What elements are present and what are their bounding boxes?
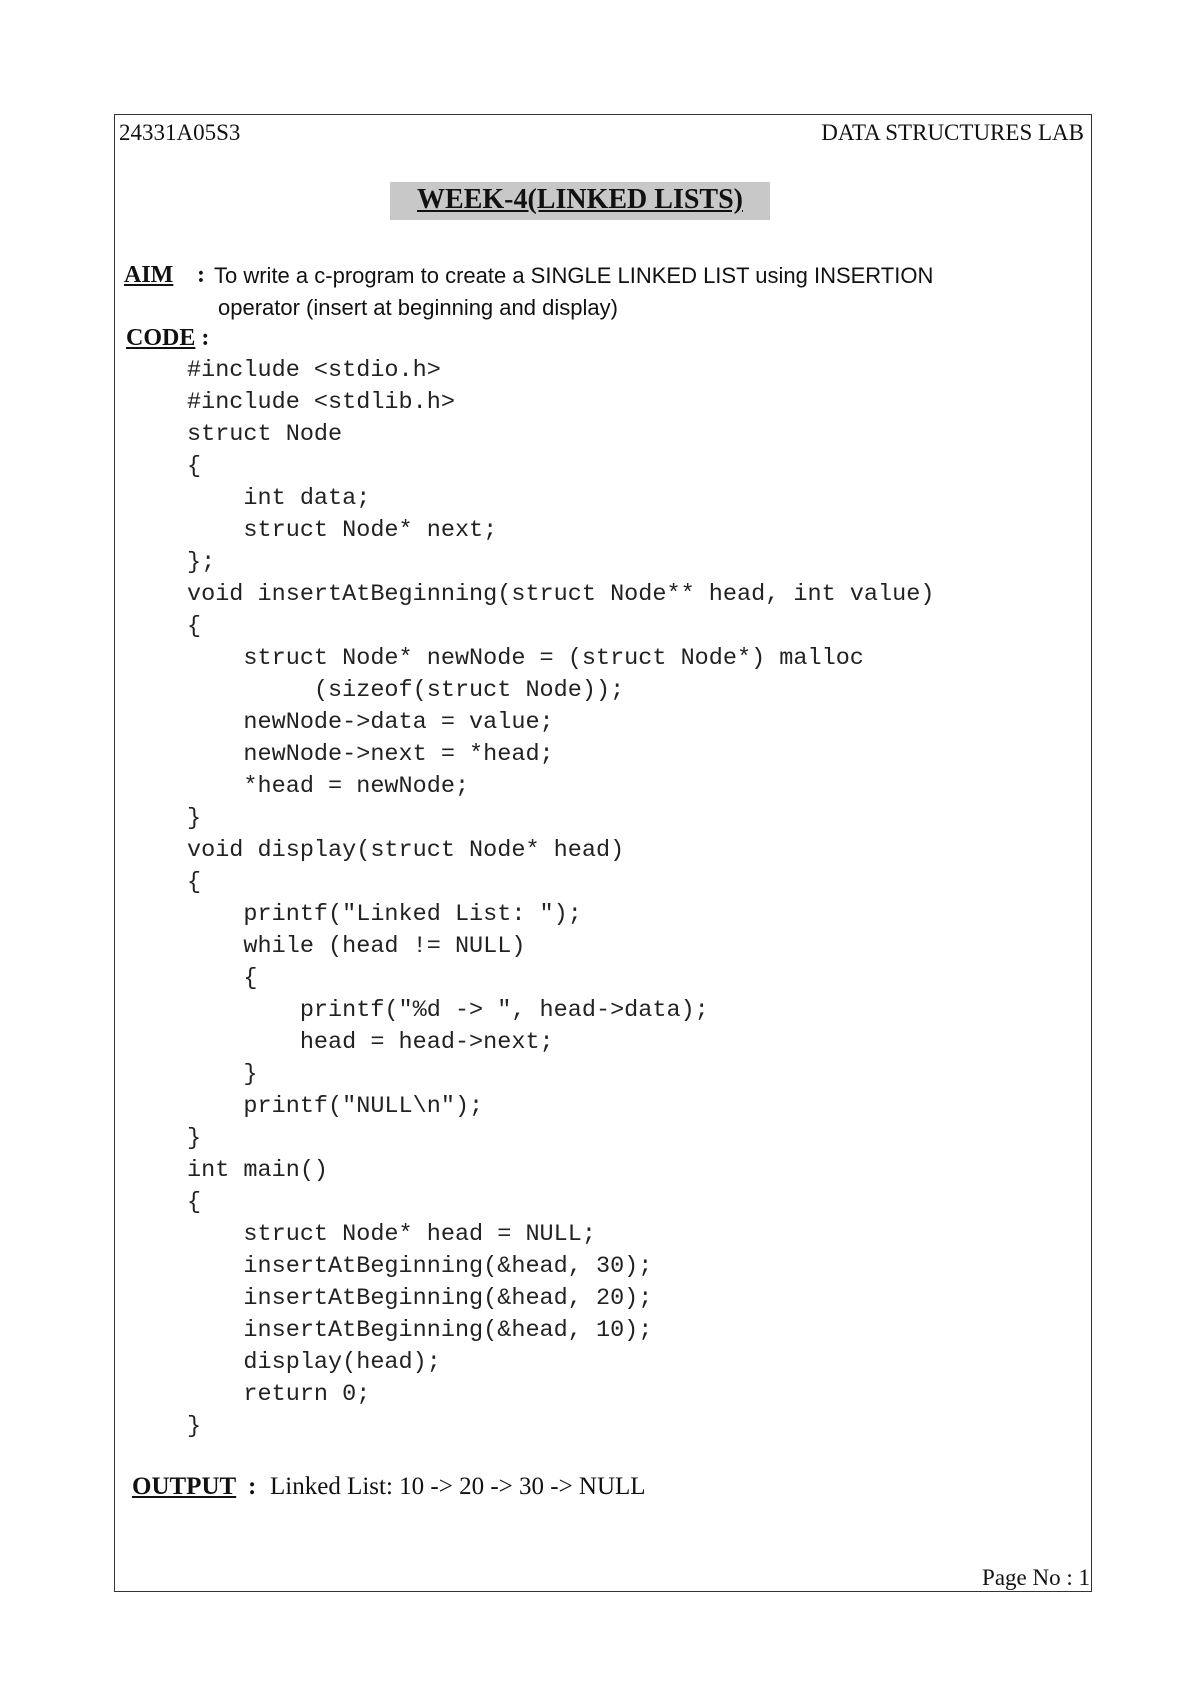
code-block: #include <stdio.h> #include <stdlib.h> struct Node { int data; struct Node* next; }; void insertAtBeginning(struct Node** head, int value) { struct Node* newNode = (struct Node*) malloc (sizeof(struct Node)); newNode->data = value; newNode->next = *head; *head = newNode; } void display(struct Node* head) { printf("Linked List: "); while (head != NULL) { printf("%d -> ", head->data); head = head->next; } printf("NULL\n"); } int main() { struct Node* head = NULL; insertAtBeginning(&head, 30); insertAtBeginning(&head, 20); insertAtBeginning(&head, 10); display(head); return 0; } (187, 357, 935, 1440)
page-title: WEEK-4(LINKED LISTS) (417, 184, 743, 215)
output-colon: : (248, 1473, 257, 1500)
code-label-colon: : (195, 325, 210, 351)
output-value: Linked List: 10 -> 20 -> 30 -> NULL (270, 1473, 646, 1500)
roll-number: 24331A05S3 (119, 120, 241, 145)
aim-text-line-2: operator (insert at beginning and display) (218, 295, 618, 320)
page-title-highlight (390, 182, 770, 220)
code-heading (126, 325, 209, 352)
code-label: CODE (126, 325, 196, 351)
subject-title: DATA STRUCTURES LAB (821, 120, 1084, 145)
output-label: OUTPUT (132, 1473, 237, 1500)
aim-label: AIM (124, 262, 174, 288)
aim-text-line-1: To write a c-program to create a SINGLE LINKED LIST using INSERTION (214, 263, 934, 288)
aim-colon: : (197, 262, 205, 288)
page-number: Page No : 1 (982, 1565, 1090, 1590)
